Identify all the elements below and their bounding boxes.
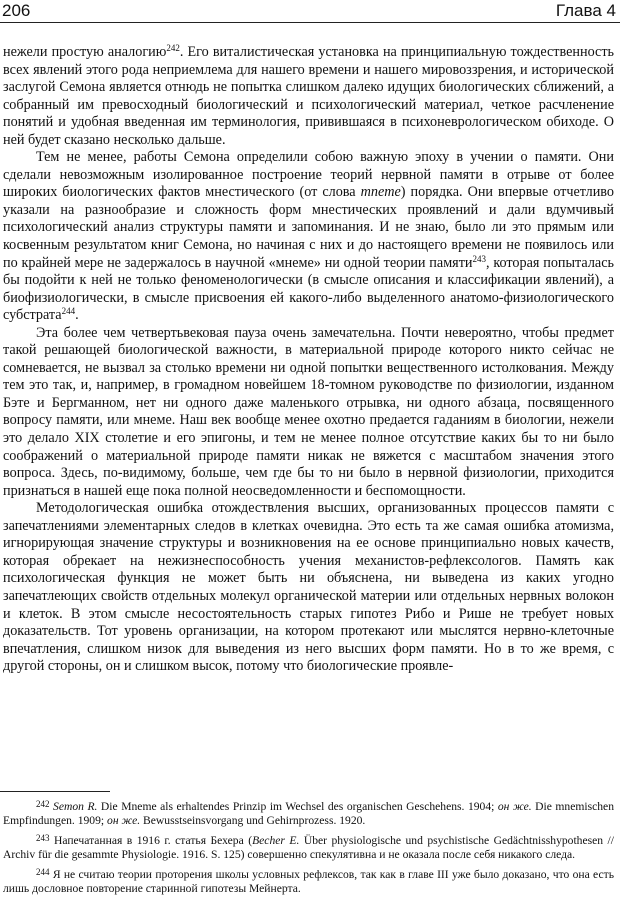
paragraph-2: Тем не менее, работы Семона определили собою важную эпоху в учении о памяти. Они сделали невозможным изолированное построение теорий нервной памяти в отрыве от более широких биологических фактов мнестического (от слова mneme) порядка. Они впервые отчетливо указали на разнообразие и сложность форм мнестических проявлений и дали вдумчивый психологический анализ структуры памяти и запоминания. И не знаю, было ли это прямым или косвенным результатом книг Семона, но начиная с них и до настоящего времени не появилось или по крайней мере не задержалось в научной «мнеме» ни одной теории памяти$^{243}$, которая попыталась бы подойти к ней не только феноменологически (в смысле описания и классификации явлений), а биофизиологически, в смысле присвоения ей какого-либо выделенного анатомо-физиологического субстрата$^{244}$. [3, 149, 614, 324]
footnotes [3, 800, 614, 901]
footnote-244: $^{244}$ Я не считаю теории проторения школы условных рефлексов, так как в главе III уже было доказано, что она есть лишь дословное повторение старинной гипотезы Мейнерта. [3, 866, 614, 896]
paragraph-1: нежели простую аналогию$^{242}$. Его виталистическая установка на принципиальную тождественность всех явлений этого рода неприемлема для нашего времени и нашего мировоззрения, и исторической заслугой Семона является отнюдь не попытка слишком далеко идущих биологических сближений, а собранный им превосходный биологический и психологический материал, четкое расчленение понятий и удобная введенная им терминология, привившаяся в психоневрологическом обиходе. О ней будет сказано несколько дальше. [3, 43, 614, 148]
chapter-title: Глава 4 [555, 1, 616, 20]
paragraph-4: Методологическая ошибка отождествления высших, организованных процессов памяти с запечатлениями элементарных следов в клетках очевидна. Это есть та же самая ошибка атомизма, игнорирующая значение структуры и возникновения на ее основе принципиально новых качеств, которая обрекает на нежизнеспособность учения механистов-рефлексологов. Память как психологическая функция не может быть ни объяснена, ни выведена из каких угодно запечатлеющих свойств отдельных молекул органической материи или отдельных нервных волокон и клеток. В этом смысле несостоятельность старых гипотез Рибо и Рише не требует новых доказательств. Тот уровень организации, на котором протекают или мыслятся нервно-клеточные впечатления, слишком низок для выведения из него высших форм памяти. Но в то же время, с другой стороны, он и слишком высок, потому что биологические проявле- [3, 500, 614, 675]
footnote-243: $^{243}$ Напечатанная в 1916 г. статья Бехера (Becher E. Über physiologische und psychistische Gedächtnisshypothesen // Archiv für die gesammte Physiologie. 1916. S. 125) совершенно спекулятивна и не оказала после себя никакого следа. [3, 832, 614, 862]
footnote-ref-244[interactable]: 244 [61, 306, 76, 317]
footnote-divider [0, 791, 110, 792]
page-number: 206 [2, 1, 31, 20]
footnote-ref-243[interactable]: 243 [472, 253, 486, 264]
main-text [3, 44, 614, 676]
paragraph-3: Эта более чем четвертьвековая пауза очень замечательна. Почти невероятно, чтобы предмет такой решающей биологической важности, в материальной природе которого никто сейчас не сомневается, не вызвал за столько времени ни одной попытки вещественного истолкования. Между тем это так, и, например, в громадном новейшем 18-томном руководстве по физиологии, изданном Бэте и Бергманном, нет ни одного даже маленького отрывка, ни одного абзаца, посвященного вопросу памяти, или мнеме. Наш век вообще менее охотно предается гаданиям в биологии, нежели это делало XIX столетие и его эпигоны, и тем не менее полное отсутствие каких бы то ни было соображений о материальной природе памяти никак не вяжется с масштабом значения этого вопроса. Здесь, по-видимому, больше, чем где бы то ни было в нервной физиологии, приходится признаться в нашей еще пока полной неосведомленности и беспомощности. [3, 324, 614, 499]
term-mneme: mneme [360, 184, 401, 201]
footnote-242: $^{242}$ Semon R. Die Mneme als erhaltendes Prinzip im Wechsel des organischen Geschehens. 1904; он же. Die mnemischen Empfindungen. 1909; он же. Bewusstseinsvorgang und Gehirnprozess. 1920. [3, 799, 614, 828]
footnote-ref-242[interactable]: 242 [166, 43, 180, 53]
running-header [0, 0, 620, 23]
